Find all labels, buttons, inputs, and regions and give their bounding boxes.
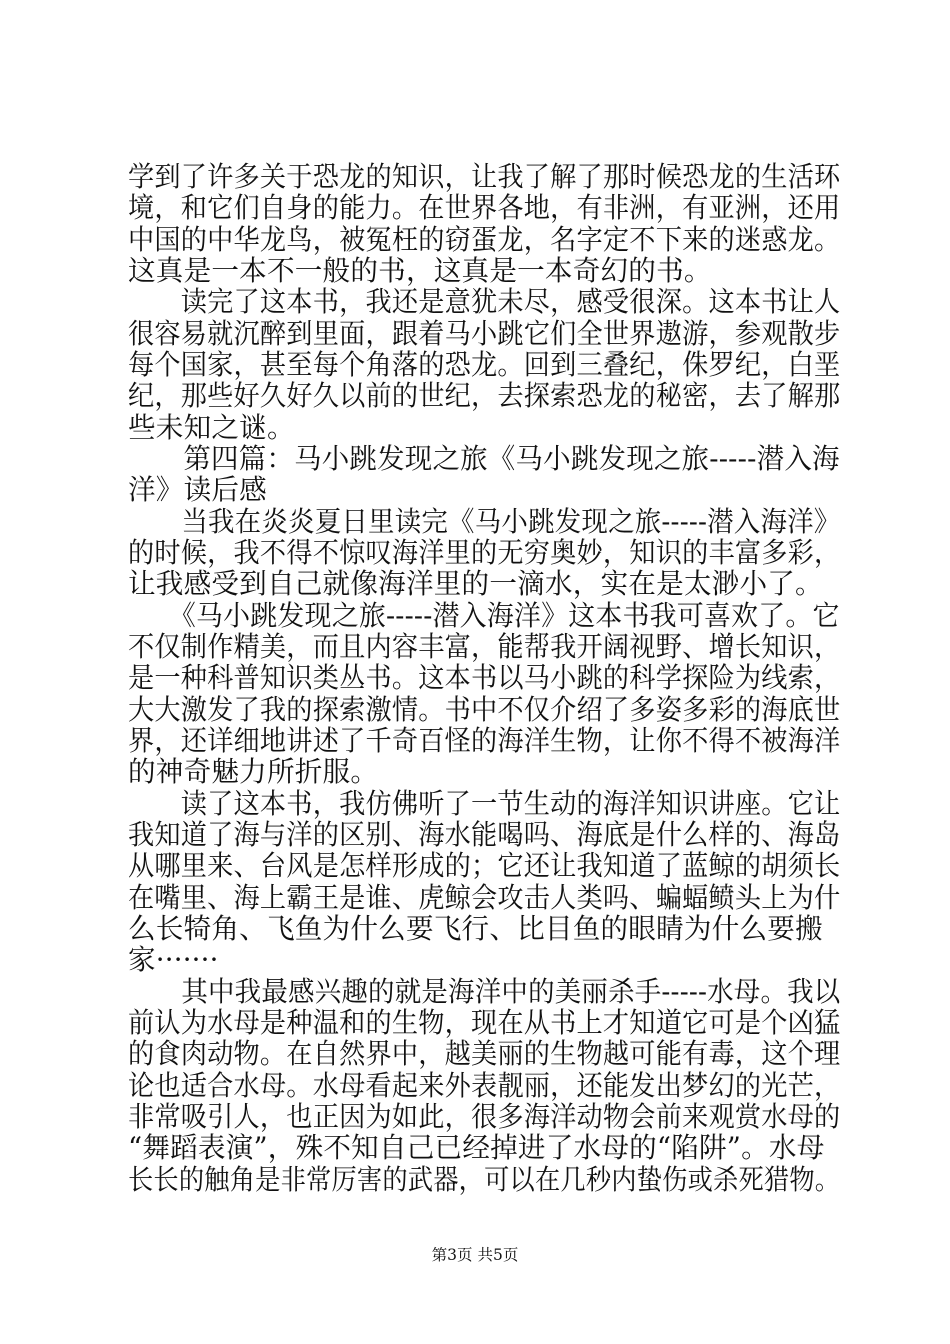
text-line: 不仅制作精美，而且内容丰富，能帮我开阔视野、增长知识， [128, 630, 841, 663]
text-line: 的神奇魅力所折服。 [128, 755, 379, 788]
text-line: 长长的触角是非常厉害的武器，可以在几秒内蛰伤或杀死猎物。 [128, 1163, 841, 1196]
text-line: 在嘴里、海上霸王是谁、虎鲸会攻击人类吗、蝙蝠鲼头上为什 [128, 881, 841, 914]
text-line: 读完了这本书，我还是意犹未尽，感受很深。这本书让人 [128, 285, 841, 318]
text-line: 的时候，我不得不惊叹海洋里的无穷奥妙，知识的丰富多彩， [128, 536, 841, 569]
text-line: 是一种科普知识类丛书。这本书以马小跳的科学探险为线索， [128, 661, 841, 694]
text-line: 其中我最感兴趣的就是海洋中的美丽杀手-----水母。我以 [128, 975, 841, 1008]
section-heading-line: 第四篇：马小跳发现之旅《马小跳发现之旅-----潜入海 [128, 442, 840, 475]
text-line: 学到了许多关于恐龙的知识，让我了解了那时候恐龙的生活环 [128, 160, 841, 193]
text-line: 家······· [128, 943, 219, 976]
text-line: 中国的中华龙鸟，被冤枉的窃蛋龙，名字定不下来的迷惑龙。 [128, 223, 841, 256]
text-line: 么长犄角、飞鱼为什么要飞行、比目鱼的眼睛为什么要搬 [128, 912, 823, 945]
text-line: 些未知之谜。 [128, 411, 295, 444]
text-line: 纪，那些好久好久以前的世纪，去探索恐龙的秘密，去了解那 [128, 379, 841, 412]
section-heading-line: 洋》读后感 [128, 473, 267, 506]
text-line: 每个国家，甚至每个角落的恐龙。回到三叠纪，侏罗纪，白垩 [128, 348, 841, 381]
text-line: 很容易就沉醉到里面，跟着马小跳它们全世界遨游，参观散步 [128, 317, 841, 350]
text-line: 非常吸引人，也正因为如此，很多海洋动物会前来观赏水母的 [128, 1100, 841, 1133]
text-line: 这真是一本不一般的书，这真是一本奇幻的书。 [128, 254, 712, 287]
text-line: “舞蹈表演”，殊不知自己已经掉进了水母的“陷阱”。水母 [128, 1131, 825, 1164]
text-line: 论也适合水母。水母看起来外表靓丽，还能发出梦幻的光芒， [128, 1069, 841, 1102]
text-line: 让我感受到自己就像海洋里的一滴水，实在是太渺小了。 [128, 567, 823, 600]
text-line: 从哪里来、台风是怎样形成的；它还让我知道了蓝鲸的胡须长 [128, 849, 841, 882]
text-line: 境，和它们自身的能力。在世界各地，有非洲，有亚洲，还用 [128, 191, 841, 224]
text-line: 读了这本书，我仿佛听了一节生动的海洋知识讲座。它让 [128, 787, 841, 820]
text-line: 的食肉动物。在自然界中，越美丽的生物越可能有毒，这个理 [128, 1037, 841, 1070]
text-line: 《马小跳发现之旅-----潜入海洋》这本书我可喜欢了。它 [128, 599, 840, 632]
text-line: 当我在炎炎夏日里读完《马小跳发现之旅-----潜入海洋》 [128, 505, 841, 538]
text-line: 我知道了海与洋的区别、海水能喝吗、海底是什么样的、海岛 [128, 818, 841, 851]
text-line: 前认为水母是种温和的生物，现在从书上才知道它可是个凶猛 [128, 1006, 841, 1039]
text-line: 界，还详细地讲述了千奇百怪的海洋生物，让你不得不被海洋 [128, 724, 841, 757]
text-line: 大大激发了我的探索激情。书中不仅介绍了多姿多彩的海底世 [128, 693, 841, 726]
page-number: 第3页 共5页 [431, 1246, 519, 1264]
